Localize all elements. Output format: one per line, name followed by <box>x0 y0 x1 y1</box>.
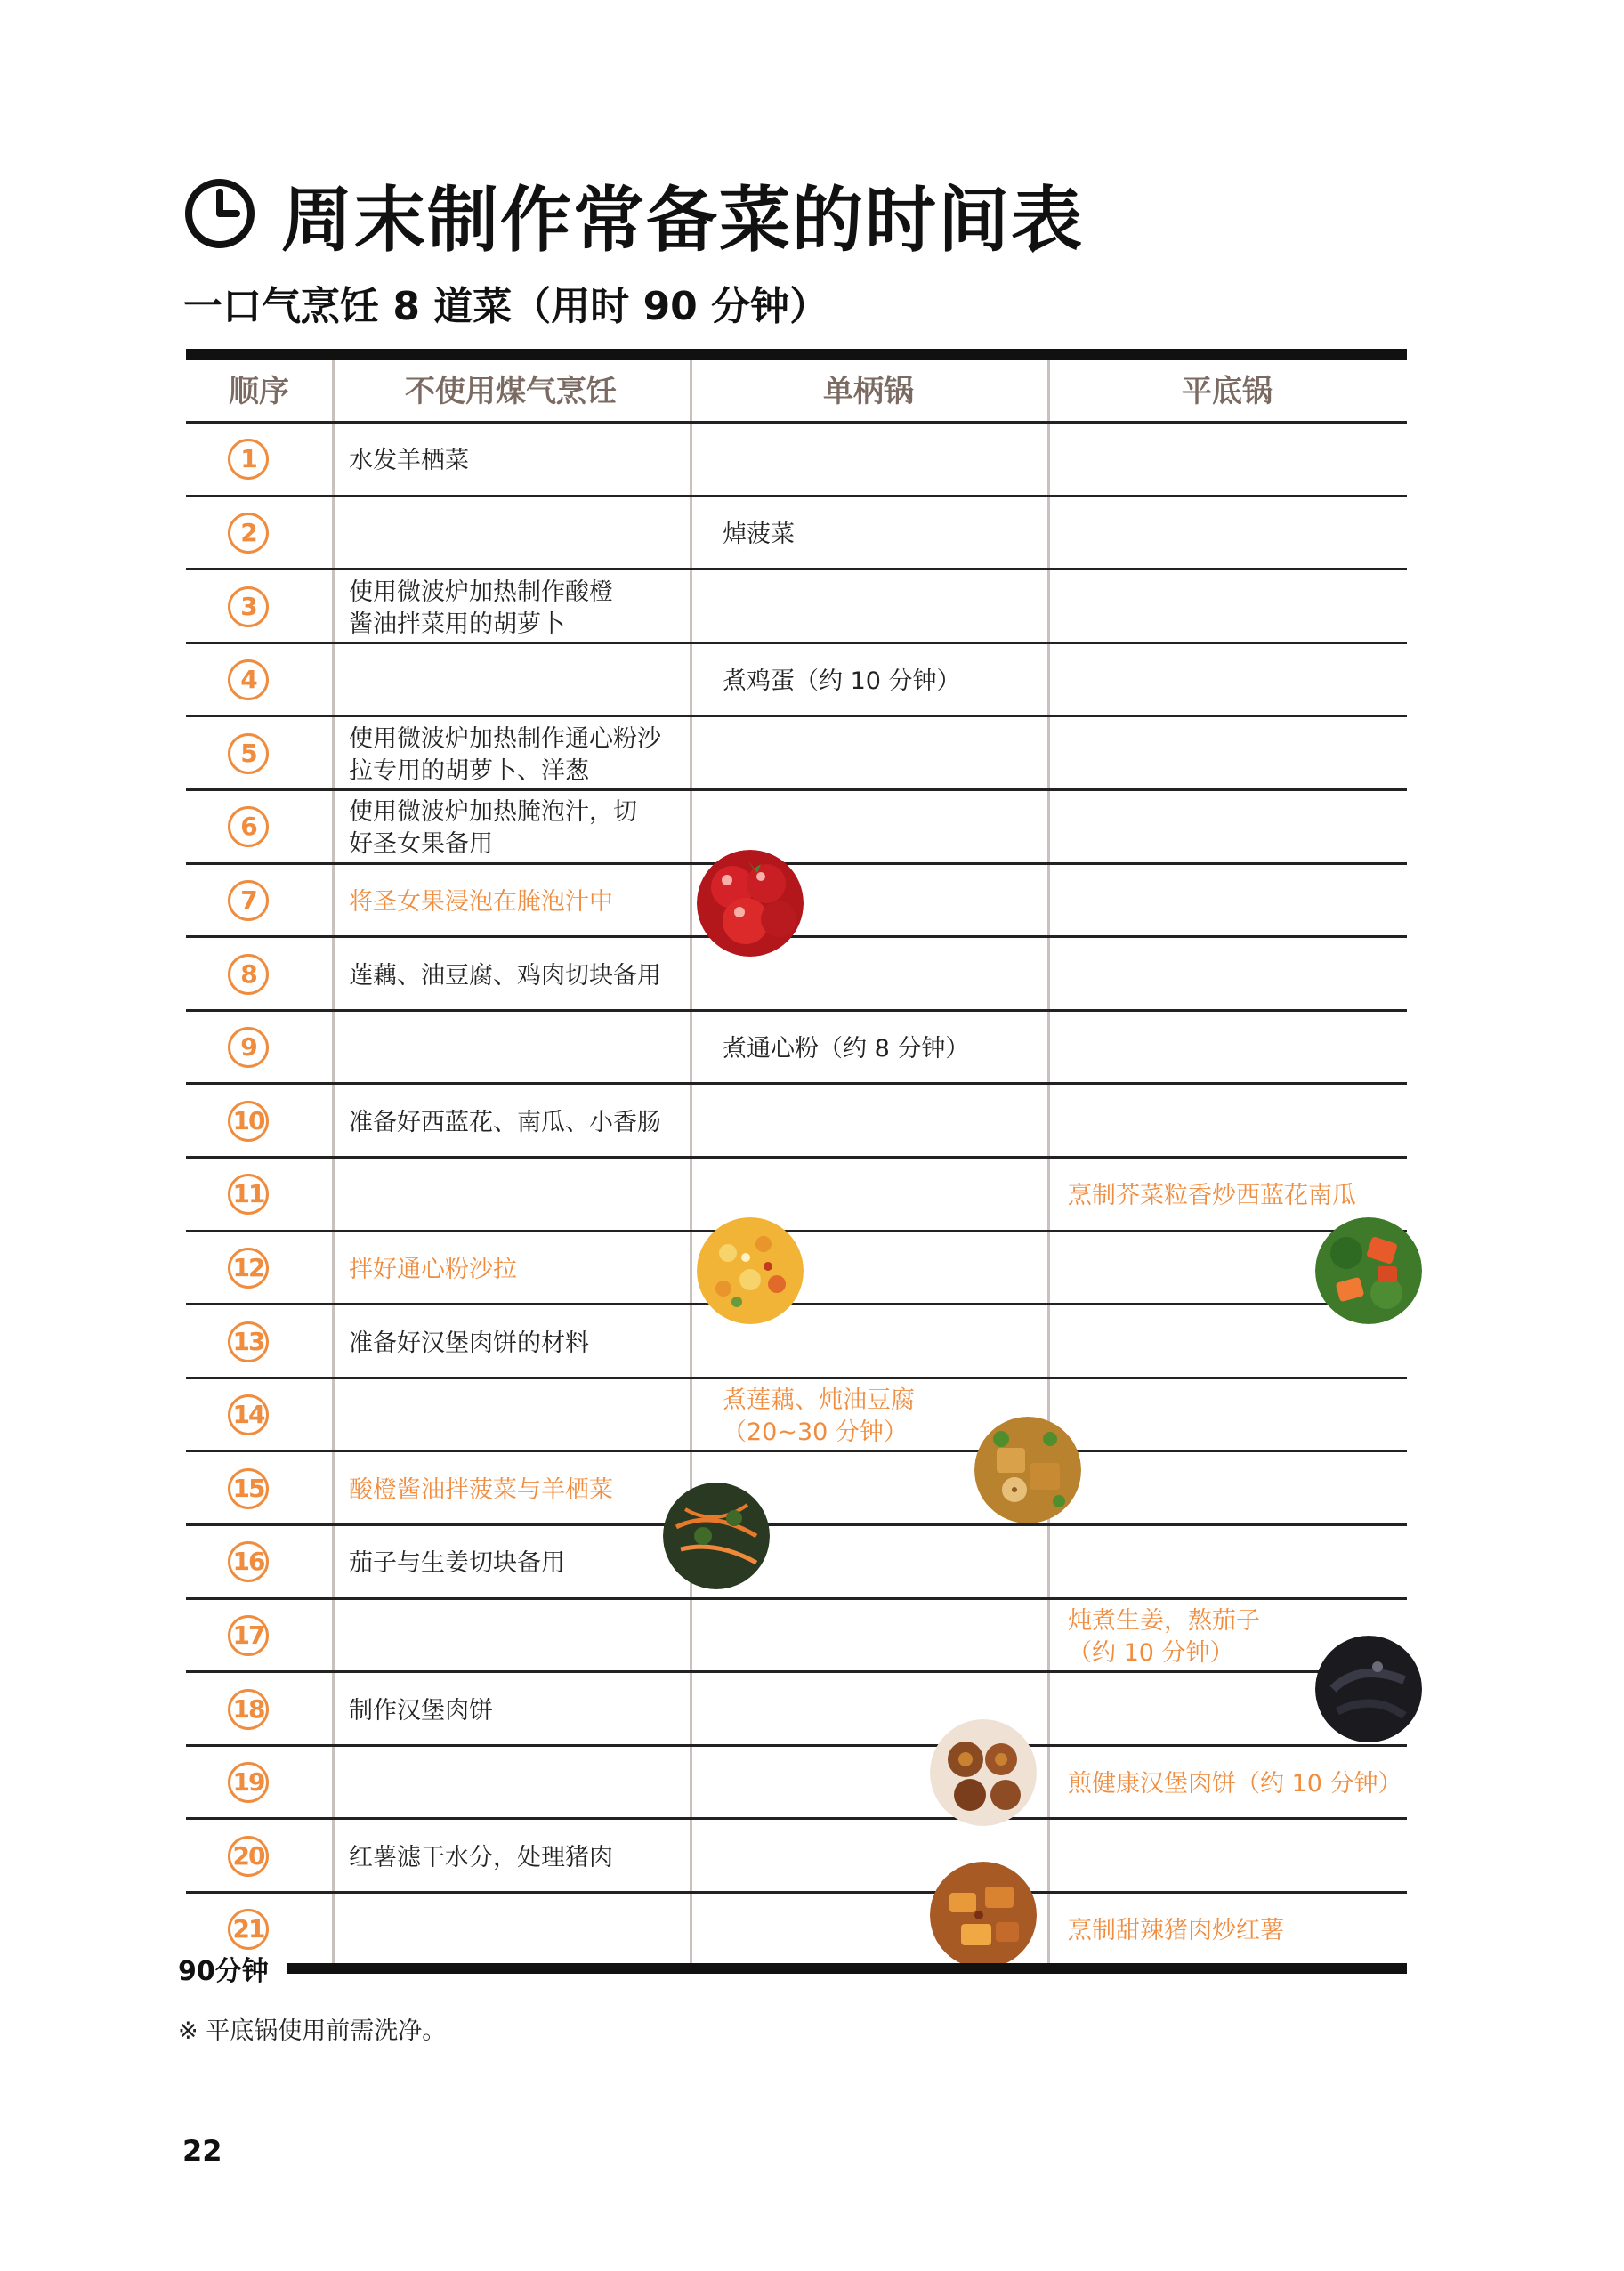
hamburg-steak-photo <box>930 1719 1037 1826</box>
cherry-tomatoes-photo <box>697 850 804 957</box>
row-divider <box>186 862 1407 865</box>
cell-no-gas <box>349 723 661 788</box>
cell-no-gas <box>349 960 661 992</box>
row-divider <box>186 1891 1407 1894</box>
header-saucepan: 单柄锅 <box>823 374 914 409</box>
stewed-eggplant-photo <box>1315 1636 1422 1742</box>
step-number: 10 <box>228 1101 269 1142</box>
step-number: 5 <box>228 733 269 774</box>
step-number: 4 <box>228 659 269 700</box>
step-number: 2 <box>228 513 269 554</box>
column-divider <box>332 360 335 1968</box>
step-number: 6 <box>228 806 269 847</box>
cell-text: 茄子与生姜切块备用 <box>349 1549 565 1578</box>
row-divider <box>186 1744 1407 1747</box>
cell-text: （约 10 分钟） <box>1068 1638 1234 1667</box>
cell-text: 煮通心粉（约 8 分钟） <box>723 1035 970 1063</box>
cell-text: 使用微波炉加热制作酸橙 <box>349 578 613 606</box>
cell-no-gas <box>349 1475 613 1507</box>
footnote: ※ 平底锅使用前需洗净。 <box>178 2017 447 2045</box>
cell-saucepan <box>723 519 795 551</box>
cell-text: 烹制甜辣猪肉炒红薯 <box>1068 1917 1284 1945</box>
row-divider <box>186 642 1407 644</box>
step-number: 16 <box>228 1541 269 1582</box>
page-number: 22 <box>182 2134 222 2168</box>
step-number: 9 <box>228 1027 269 1068</box>
cell-frying-pan <box>1068 1768 1402 1800</box>
row-divider <box>186 1303 1407 1305</box>
cell-text: 制作汉堡肉饼 <box>349 1696 493 1725</box>
cell-text: 拉专用的胡萝卜、洋葱 <box>349 756 589 785</box>
row-divider <box>186 1009 1407 1012</box>
sweet-potato-pork-photo <box>930 1862 1037 1968</box>
cell-text: 烹制芥菜粒香炒西蓝花南瓜 <box>1068 1182 1356 1210</box>
row-divider <box>186 1230 1407 1232</box>
cell-no-gas <box>349 577 613 641</box>
step-number: 14 <box>228 1394 269 1435</box>
step-number: 13 <box>228 1321 269 1362</box>
step-number: 1 <box>228 439 269 480</box>
cell-text: 煮莲藕、炖油豆腐 <box>723 1386 915 1415</box>
lotus-root-tofu-photo <box>974 1417 1081 1523</box>
row-divider <box>186 1597 1407 1600</box>
row-divider <box>186 788 1407 791</box>
cell-no-gas <box>349 1548 565 1580</box>
step-number: 19 <box>228 1762 269 1803</box>
total-time-label: 90分钟 <box>178 1956 269 1987</box>
cell-text: 准备好西蓝花、南瓜、小香肠 <box>349 1108 661 1136</box>
cell-frying-pan <box>1068 1915 1284 1947</box>
page-title: 周末制作常备菜的时间表 <box>281 177 1084 262</box>
step-number: 18 <box>228 1689 269 1730</box>
cell-no-gas <box>349 886 613 918</box>
header-order: 顺序 <box>229 374 289 409</box>
cell-text: 莲藕、油豆腐、鸡肉切块备用 <box>349 961 661 990</box>
cell-no-gas <box>349 796 637 861</box>
cell-text: 煎健康汉堡肉饼（约 10 分钟） <box>1068 1770 1402 1798</box>
step-number: 15 <box>228 1468 269 1509</box>
cell-no-gas <box>349 1842 613 1874</box>
cell-text: 好圣女果备用 <box>349 830 493 859</box>
step-number: 20 <box>228 1836 269 1877</box>
cell-text: 使用微波炉加热制作通心粉沙 <box>349 724 661 753</box>
table-bottom-rule <box>287 1963 1407 1974</box>
header-no-gas: 不使用煤气烹饪 <box>405 374 617 409</box>
clock-icon <box>183 177 256 250</box>
column-divider <box>1047 360 1050 1968</box>
cell-text: （20~30 分钟） <box>723 1418 908 1447</box>
cell-text: 使用微波炉加热腌泡汁，切 <box>349 798 637 827</box>
row-divider <box>186 1450 1407 1452</box>
spinach-hijiki-photo <box>663 1483 770 1589</box>
cell-no-gas <box>349 445 469 477</box>
step-number: 17 <box>228 1615 269 1656</box>
page-subtitle: 一口气烹饪 8 道菜（用时 90 分钟） <box>183 284 829 329</box>
row-divider <box>186 1523 1407 1526</box>
cell-frying-pan <box>1068 1180 1356 1212</box>
cell-no-gas <box>349 1107 661 1139</box>
cell-text: 准备好汉堡肉饼的材料 <box>349 1329 589 1357</box>
cell-no-gas <box>349 1328 589 1360</box>
step-number: 21 <box>228 1909 269 1950</box>
step-number: 8 <box>228 954 269 995</box>
cell-saucepan <box>723 666 961 698</box>
row-divider <box>186 421 1407 424</box>
row-divider <box>186 935 1407 938</box>
cell-text: 红薯滤干水分，处理猪肉 <box>349 1843 613 1871</box>
cell-text: 煮鸡蛋（约 10 分钟） <box>723 667 961 696</box>
row-divider <box>186 568 1407 570</box>
row-divider <box>186 1817 1407 1820</box>
column-divider <box>690 360 692 1968</box>
cell-no-gas <box>349 1254 517 1286</box>
row-divider <box>186 1670 1407 1673</box>
cell-saucepan <box>723 1033 969 1065</box>
cell-text: 焯菠菜 <box>723 520 795 548</box>
macaroni-salad-photo <box>697 1217 804 1324</box>
cell-text: 酸橙酱油拌菠菜与羊栖菜 <box>349 1475 613 1504</box>
cell-text: 酱油拌菜用的胡萝卜 <box>349 610 565 638</box>
cell-text: 水发羊栖菜 <box>349 447 469 475</box>
header-frying-pan: 平底锅 <box>1182 374 1273 409</box>
row-divider <box>186 495 1407 497</box>
cell-frying-pan <box>1068 1605 1260 1669</box>
cell-text: 炖煮生姜，熬茄子 <box>1068 1606 1260 1635</box>
row-divider <box>186 1082 1407 1085</box>
row-divider <box>186 715 1407 717</box>
cell-text: 将圣女果浸泡在腌泡汁中 <box>349 887 613 916</box>
cell-text: 拌好通心粉沙拉 <box>349 1255 517 1283</box>
table-top-rule <box>186 349 1407 360</box>
step-number: 7 <box>228 880 269 921</box>
row-divider <box>186 1156 1407 1159</box>
step-number: 3 <box>228 586 269 627</box>
broccoli-pumpkin-photo <box>1315 1217 1422 1324</box>
step-number: 12 <box>228 1248 269 1289</box>
page-title-block <box>183 165 1084 263</box>
row-divider <box>186 1377 1407 1379</box>
step-number: 11 <box>228 1174 269 1215</box>
cell-saucepan <box>723 1385 915 1449</box>
cell-no-gas <box>349 1695 493 1727</box>
